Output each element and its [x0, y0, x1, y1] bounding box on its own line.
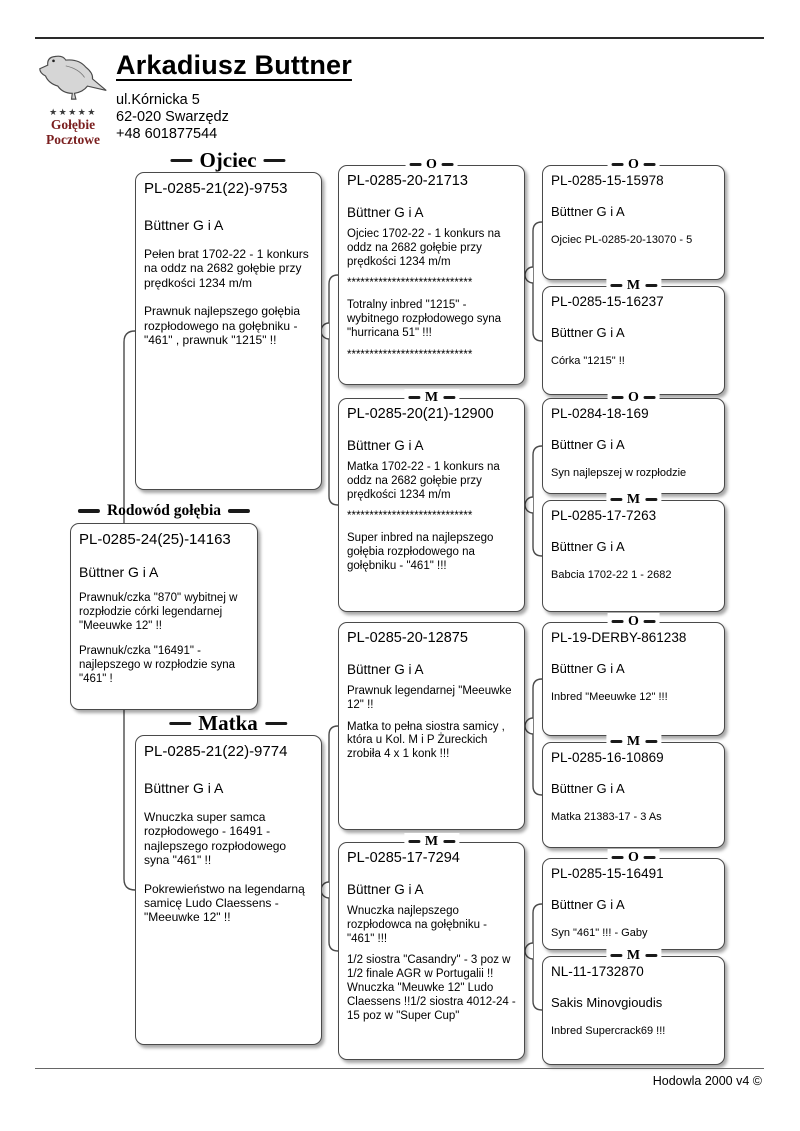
description: Super inbred na najlepszego gołębia rozpłodowego na gołębniku - "461" !!!	[347, 532, 494, 572]
pigeon-logo-icon	[36, 50, 110, 102]
pedigree-box-great-grandparent-6	[542, 734, 725, 848]
description: Syn "461" !!! - Gaby	[551, 927, 648, 939]
pedigree-box-maternal-grandmother	[338, 834, 525, 1060]
ring-number: PL-0285-24(25)-14163	[79, 531, 231, 548]
owner-name: Büttner G i A	[144, 780, 224, 796]
ring-number: PL-0285-15-15978	[551, 173, 664, 188]
app-credit: Hodowla 2000 v4 ©	[652, 1074, 762, 1088]
description: Córka "1215" !!	[551, 355, 625, 367]
logo-stars: ★★★★★	[49, 107, 97, 117]
pedigree-box-great-grandparent-7	[542, 850, 725, 950]
logo-text-line2: Pocztowe	[46, 131, 100, 147]
description: Wnuczka super samca rozpłodowego - 16491 - najlepszego rozpłodowego syna "461" !!	[144, 810, 287, 868]
marker-line	[610, 284, 622, 287]
ring-number: PL-0284-18-169	[551, 406, 649, 421]
marker-line	[610, 498, 622, 501]
pedigree-box-great-grandparent-3	[542, 390, 725, 494]
sex-marker-letter: O	[628, 390, 639, 405]
ring-number: PL-0285-17-7263	[551, 508, 657, 523]
title-line	[170, 159, 192, 163]
marker-line	[611, 163, 623, 166]
description: Prawnuk legendarnej "Meeuwke 12" !!	[347, 685, 512, 711]
sex-marker-letter: M	[626, 492, 641, 507]
pedigree-box-great-grandparent-8	[542, 948, 725, 1065]
owner-name: Büttner G i A	[551, 781, 625, 796]
description: Prawnuk najlepszego gołębia rozpłodowego na gołębniku - "461" , prawnuk "1215" !!	[144, 304, 301, 347]
description: ****************************	[347, 510, 473, 523]
sex-marker	[405, 156, 458, 174]
generation-title-subject	[78, 502, 250, 520]
description: Pokrewieństwo na legendarną samicę Ludo Claessens - "Meeuwke 12" !!	[144, 881, 305, 925]
pedigree-box-paternal-grandmother	[338, 390, 525, 612]
sex-marker-letter: O	[426, 157, 437, 172]
marker-line	[611, 856, 623, 859]
ring-number: NL-11-1732870	[551, 964, 644, 979]
ring-number: PL-0285-20-21713	[347, 173, 468, 189]
description: Prawnuk/czka "16491" - najlepszego w rozpłodzie syna "461" !	[79, 645, 235, 685]
marker-line	[611, 620, 623, 623]
pedigree-box-father	[135, 172, 322, 490]
generation-title-mother	[169, 711, 287, 736]
description: Inbred "Meeuwke 12" !!!	[551, 691, 668, 703]
owner-name: Büttner G i A	[551, 661, 625, 676]
ring-number: PL-0285-20-12875	[347, 630, 468, 646]
sex-marker	[607, 389, 660, 407]
ring-number: PL-0285-20(21)-12900	[347, 406, 494, 422]
marker-line	[409, 163, 421, 166]
sex-marker	[607, 613, 660, 631]
marker-line	[645, 954, 657, 957]
generation-title-label: Matka	[198, 711, 258, 735]
owner-name: Büttner G i A	[79, 564, 159, 580]
owner-name: Büttner G i A	[347, 662, 424, 677]
ring-number: PL-0285-21(22)-9774	[144, 743, 288, 760]
marker-line	[644, 620, 656, 623]
title-line	[78, 509, 100, 513]
ring-number: PL-0285-15-16491	[551, 866, 664, 881]
sex-marker	[607, 156, 660, 174]
owner-name: Büttner G i A	[347, 205, 424, 220]
sex-marker	[606, 947, 661, 965]
breeder-address-line1: ul.Kórnicka 5	[116, 92, 200, 108]
title-line	[265, 722, 287, 726]
title-line	[228, 509, 250, 513]
breeder-name: Arkadiusz Buttner	[116, 50, 352, 80]
pedigree-box-great-grandparent-4	[542, 492, 725, 612]
generation-title-label: Ojciec	[199, 148, 257, 172]
pedigree-box-subject	[70, 523, 258, 710]
description: Syn najlepszej w rozpłodzie	[551, 467, 687, 479]
sex-marker-letter: M	[626, 734, 641, 749]
sex-marker-letter: M	[626, 948, 641, 963]
sex-marker-letter: O	[628, 614, 639, 629]
owner-name: Büttner G i A	[551, 897, 625, 912]
description: ****************************	[347, 348, 473, 361]
pedigree-box-great-grandparent-2	[542, 278, 725, 395]
description: Matka to pełna siostra samicy , która u Kol. M i P Żureckich zrobiła 4 x 1 konk !!!	[347, 720, 505, 761]
owner-name: Büttner G i A	[551, 325, 625, 340]
sex-marker-letter: M	[424, 390, 439, 405]
sex-marker-letter: M	[424, 834, 439, 849]
description: Prawnuk/czka "870" wybitnej w rozpłodzie córki legendarnej "Meeuwke 12" !!	[79, 592, 238, 632]
ring-number: PL-0285-17-7294	[347, 850, 460, 866]
owner-name: Büttner G i A	[347, 882, 424, 897]
sex-marker	[404, 833, 459, 851]
breeder-address-line2: 62-020 Swarzędz	[116, 109, 229, 125]
sex-marker	[404, 389, 459, 407]
description: Ojciec PL-0285-20-13070 - 5	[551, 234, 693, 246]
ring-number: PL-0285-16-10869	[551, 750, 664, 765]
pedigree-box-great-grandparent-5	[542, 614, 725, 736]
owner-name: Büttner G i A	[551, 437, 625, 452]
ring-number: PL-19-DERBY-861238	[551, 630, 687, 645]
marker-line	[408, 840, 420, 843]
title-line	[169, 722, 191, 726]
description: Ojciec 1702-22 - 1 konkurs na oddz na 2682 gołębie przy prędkości 1234 m/m	[347, 228, 501, 268]
sex-marker	[606, 733, 661, 751]
owner-name: Sakis Minovgioudis	[551, 995, 663, 1010]
owner-name: Büttner G i A	[551, 204, 625, 219]
footer-rule	[35, 1068, 764, 1069]
sex-marker-letter: M	[626, 278, 641, 293]
marker-line	[610, 740, 622, 743]
description: Totralny inbred "1215" - wybitnego rozpłodowego syna "hurricana 51" !!!	[347, 299, 502, 339]
marker-line	[645, 498, 657, 501]
marker-line	[644, 856, 656, 859]
pedigree-box-paternal-grandfather	[338, 157, 525, 385]
description: Matka 1702-22 - 1 konkurs na oddz na 2682 gołębie przy prędkości 1234 m/m	[347, 461, 500, 501]
sex-marker	[606, 491, 661, 509]
pedigree-box-maternal-grandfather	[338, 622, 525, 830]
owner-name: Büttner G i A	[144, 217, 224, 233]
sex-marker-letter: O	[628, 157, 639, 172]
marker-line	[645, 284, 657, 287]
marker-line	[443, 840, 455, 843]
marker-line	[644, 396, 656, 399]
marker-line	[645, 740, 657, 743]
marker-line	[611, 396, 623, 399]
description: ****************************	[347, 277, 473, 290]
title-line	[264, 159, 286, 163]
pedigree-box-great-grandparent-1	[542, 157, 725, 280]
marker-line	[442, 163, 454, 166]
description: Inbred Supercrack69 !!!	[551, 1025, 666, 1037]
owner-name: Büttner G i A	[551, 539, 625, 554]
marker-line	[408, 396, 420, 399]
generation-title-father	[170, 148, 285, 173]
owner-name: Büttner G i A	[347, 438, 424, 453]
generation-title-label: Rodowód gołębia	[106, 502, 222, 519]
description: Wnuczka najlepszego rozpłodowca na gołębniku - "461" !!!	[347, 905, 488, 945]
header-rule	[35, 37, 764, 39]
breeder-phone: +48 601877544	[116, 126, 218, 142]
marker-line	[644, 163, 656, 166]
ring-number: PL-0285-21(22)-9753	[144, 180, 288, 197]
marker-line	[443, 396, 455, 399]
description: 1/2 siostra "Casandry" - 3 poz w 1/2 finale AGR w Portugalii !! Wnuczka "Meuwke 12" Ludo Claessens !!1/2 siostra 4012-24 - 15 poz w "Super Cup"	[347, 954, 516, 1022]
sex-marker-letter: O	[628, 850, 639, 865]
description: Matka 21383-17 - 3 As	[551, 811, 662, 823]
marker-line	[610, 954, 622, 957]
pedigree-box-mother	[135, 735, 322, 1045]
description: Pełen brat 1702-22 - 1 konkurs na oddz na 2682 gołębie przy prędkości 1234 m/m	[144, 247, 309, 290]
ring-number: PL-0285-15-16237	[551, 294, 664, 309]
description: Babcia 1702-22 1 - 2682	[551, 569, 672, 581]
sex-marker	[606, 277, 661, 295]
logo-text-line1: Gołębie	[50, 117, 96, 132]
sex-marker	[607, 849, 660, 867]
club-logo	[34, 50, 112, 147]
